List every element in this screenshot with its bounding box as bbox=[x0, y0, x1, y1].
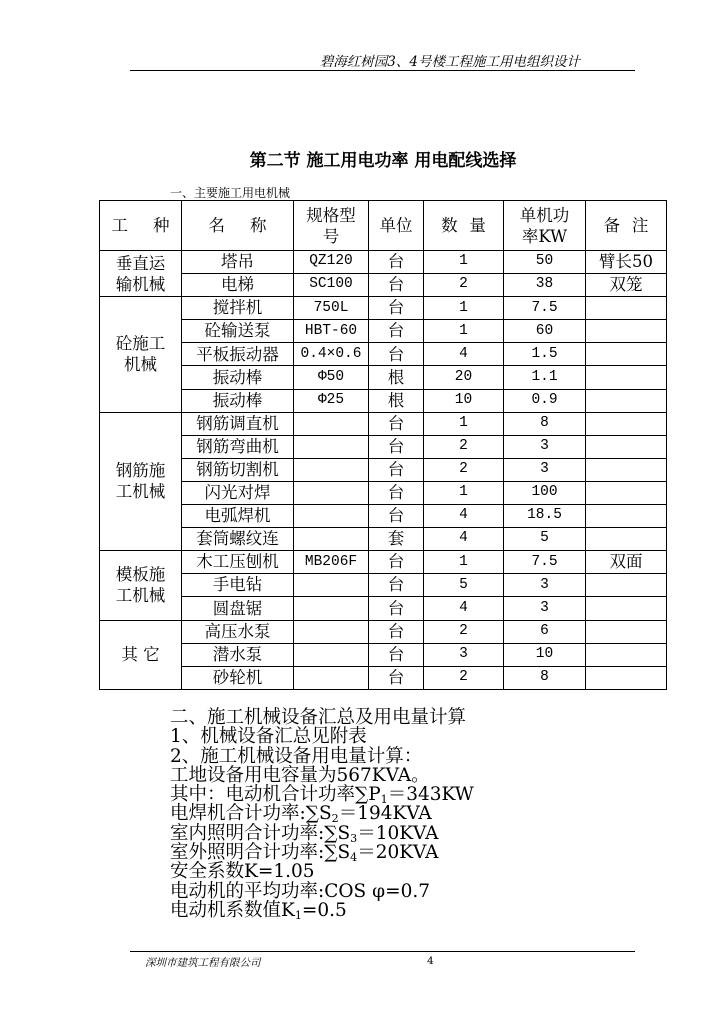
equipment-category-label: 砼施工机械 bbox=[115, 334, 166, 375]
calc-motor-text: 其中：电动机合计功率∑P bbox=[170, 784, 381, 806]
table-row bbox=[100, 320, 667, 343]
col-header-type bbox=[100, 201, 182, 251]
cell-spec bbox=[294, 412, 369, 435]
cell-spec: QZ120 bbox=[294, 251, 369, 274]
table-body bbox=[100, 251, 667, 690]
calc-indoor-lighting bbox=[170, 824, 650, 843]
cell-power: 8 bbox=[504, 412, 586, 435]
cell-unit: 台 bbox=[369, 343, 424, 366]
calc-outdoor-subscript: 4 bbox=[350, 850, 358, 864]
cell-remark bbox=[586, 481, 667, 504]
cell-remark bbox=[586, 297, 667, 320]
calc-indoor-text: 室内照明合计功率:∑S bbox=[170, 822, 351, 844]
cell-unit: 根 bbox=[369, 389, 424, 412]
col-header-name bbox=[182, 201, 294, 251]
equipment-category-label: 垂直运输机械 bbox=[115, 253, 166, 294]
cell-power: 60 bbox=[504, 320, 586, 343]
equipment-category-label: 其 它 bbox=[121, 645, 160, 665]
col-header-spec-label: 规格型号 bbox=[306, 205, 356, 246]
table-row bbox=[100, 620, 667, 643]
cell-name: 木工压刨机 bbox=[182, 551, 294, 574]
cell-qty: 2 bbox=[424, 274, 504, 297]
cell-unit: 台 bbox=[369, 274, 424, 297]
cell-spec: SC100 bbox=[294, 274, 369, 297]
table-row bbox=[100, 389, 667, 412]
cell-unit: 台 bbox=[369, 597, 424, 620]
cell-qty: 4 bbox=[424, 597, 504, 620]
col-header-remark bbox=[586, 201, 667, 251]
cell-power: 5 bbox=[504, 528, 586, 551]
cell-spec: 750L bbox=[294, 297, 369, 320]
equipment-category bbox=[100, 620, 182, 689]
table-row bbox=[100, 274, 667, 297]
cell-remark bbox=[586, 620, 667, 643]
cell-unit: 台 bbox=[369, 320, 424, 343]
cell-name: 振动棒 bbox=[182, 366, 294, 389]
col-header-power bbox=[504, 201, 586, 251]
cell-spec bbox=[294, 528, 369, 551]
calc-k1-text: 电动机系数值K bbox=[170, 899, 295, 921]
calc-outdoor-text: 室外照明合计功率:∑S bbox=[170, 842, 351, 864]
cell-power: 50 bbox=[504, 251, 586, 274]
cell-spec: HBT-60 bbox=[294, 320, 369, 343]
calc-outdoor-lighting bbox=[170, 843, 650, 862]
table-row bbox=[100, 297, 667, 320]
cell-spec: MB206F bbox=[294, 551, 369, 574]
cell-name: 手电钻 bbox=[182, 574, 294, 597]
cell-qty: 4 bbox=[424, 505, 504, 528]
cell-qty: 1 bbox=[424, 412, 504, 435]
cell-qty: 4 bbox=[424, 528, 504, 551]
cell-remark bbox=[586, 666, 667, 689]
calc-motor-subscript: 1 bbox=[380, 792, 388, 806]
col-header-power-label: 单机功率KW bbox=[519, 205, 570, 246]
cell-qty: 1 bbox=[424, 551, 504, 574]
calc-power-factor: 电动机的平均功率:COS φ=0.7 bbox=[170, 880, 430, 902]
cell-name: 搅拌机 bbox=[182, 297, 294, 320]
cell-spec bbox=[294, 597, 369, 620]
cell-remark bbox=[586, 458, 667, 481]
col-header-remark-label: 备 注 bbox=[603, 215, 649, 235]
calc-motor-value: ＝343KW bbox=[387, 784, 474, 806]
cell-spec bbox=[294, 435, 369, 458]
header-divider bbox=[130, 70, 635, 71]
cell-power: 0.9 bbox=[504, 389, 586, 412]
equipment-category bbox=[100, 251, 182, 297]
table-row bbox=[100, 643, 667, 666]
table-row bbox=[100, 481, 667, 504]
cell-unit: 台 bbox=[369, 481, 424, 504]
cell-spec bbox=[294, 666, 369, 689]
cell-qty: 20 bbox=[424, 366, 504, 389]
cell-remark bbox=[586, 435, 667, 458]
cell-spec bbox=[294, 643, 369, 666]
cell-qty: 2 bbox=[424, 458, 504, 481]
cell-unit: 台 bbox=[369, 551, 424, 574]
cell-spec: 0.4×0.6 bbox=[294, 343, 369, 366]
cell-spec: Φ25 bbox=[294, 389, 369, 412]
cell-spec: Φ50 bbox=[294, 366, 369, 389]
calc-welder-value: ＝194KVA bbox=[338, 803, 432, 825]
table-row bbox=[100, 574, 667, 597]
col-header-name-label: 名 称 bbox=[208, 215, 267, 235]
equipment-category bbox=[100, 551, 182, 620]
cell-qty: 1 bbox=[424, 481, 504, 504]
cell-name: 电弧焊机 bbox=[182, 505, 294, 528]
cell-spec bbox=[294, 620, 369, 643]
cell-unit: 根 bbox=[369, 366, 424, 389]
section-subtitle: 一、主要施工用电机械 bbox=[170, 186, 291, 200]
cell-remark bbox=[586, 412, 667, 435]
cell-power: 100 bbox=[504, 481, 586, 504]
cell-power: 7.5 bbox=[504, 551, 586, 574]
cell-remark bbox=[586, 574, 667, 597]
page-number: 4 bbox=[427, 955, 434, 967]
cell-power: 3 bbox=[504, 458, 586, 481]
calc-motor-power bbox=[170, 785, 650, 804]
calc-capacity: 工地设备用电容量为567KVA。 bbox=[170, 764, 430, 786]
table-row bbox=[100, 435, 667, 458]
calc-heading: 二、施工机械设备汇总及用电量计算 bbox=[170, 707, 467, 728]
cell-unit: 台 bbox=[369, 574, 424, 597]
cell-remark bbox=[586, 320, 667, 343]
cell-spec bbox=[294, 481, 369, 504]
table-row bbox=[100, 551, 667, 574]
table-row bbox=[100, 412, 667, 435]
calc-welder-power bbox=[170, 803, 650, 826]
cell-name: 钢筋弯曲机 bbox=[182, 435, 294, 458]
cell-remark: 双面 bbox=[586, 551, 667, 574]
cell-power: 3 bbox=[504, 574, 586, 597]
cell-qty: 2 bbox=[424, 666, 504, 689]
cell-unit: 台 bbox=[369, 643, 424, 666]
cell-name: 砂轮机 bbox=[182, 666, 294, 689]
equipment-table bbox=[99, 200, 667, 690]
cell-power: 3 bbox=[504, 435, 586, 458]
col-header-qty-label: 数 量 bbox=[441, 215, 486, 235]
calc-outdoor-value: ＝20KVA bbox=[357, 842, 439, 864]
cell-power: 10 bbox=[504, 643, 586, 666]
cell-spec bbox=[294, 505, 369, 528]
calc-welder-text: 电焊机合计功率:∑S bbox=[170, 803, 332, 825]
col-header-spec bbox=[294, 201, 369, 251]
cell-name: 潜水泵 bbox=[182, 643, 294, 666]
cell-power: 1.1 bbox=[504, 366, 586, 389]
cell-qty: 5 bbox=[424, 574, 504, 597]
equipment-category-label: 钢筋施工机械 bbox=[115, 461, 166, 502]
col-header-unit-label: 单位 bbox=[379, 215, 413, 235]
cell-unit: 台 bbox=[369, 458, 424, 481]
section-title: 第二节 施工用电功率 用电配线选择 bbox=[249, 151, 517, 171]
cell-name: 钢筋切割机 bbox=[182, 458, 294, 481]
cell-power: 18.5 bbox=[504, 505, 586, 528]
equipment-category bbox=[100, 297, 182, 412]
cell-remark bbox=[586, 505, 667, 528]
cell-qty: 10 bbox=[424, 389, 504, 412]
cell-name: 钢筋调直机 bbox=[182, 412, 294, 435]
calc-indoor-value: ＝10KVA bbox=[357, 822, 439, 844]
calc-k1-value: =0.5 bbox=[301, 899, 347, 921]
cell-name: 套筒螺纹连 bbox=[182, 528, 294, 551]
table-row bbox=[100, 666, 667, 689]
cell-power: 1.5 bbox=[504, 343, 586, 366]
cell-power: 8 bbox=[504, 666, 586, 689]
col-header-unit bbox=[369, 201, 424, 251]
table-row bbox=[100, 343, 667, 366]
cell-name: 高压水泵 bbox=[182, 620, 294, 643]
table-row bbox=[100, 597, 667, 620]
cell-remark bbox=[586, 366, 667, 389]
cell-unit: 套 bbox=[369, 528, 424, 551]
cell-power: 38 bbox=[504, 274, 586, 297]
cell-qty: 1 bbox=[424, 320, 504, 343]
cell-qty: 4 bbox=[424, 343, 504, 366]
cell-remark bbox=[586, 528, 667, 551]
col-header-type-label: 工 种 bbox=[111, 215, 170, 235]
equipment-category bbox=[100, 412, 182, 551]
cell-remark bbox=[586, 343, 667, 366]
cell-name: 振动棒 bbox=[182, 389, 294, 412]
cell-unit: 台 bbox=[369, 666, 424, 689]
table-row bbox=[100, 251, 667, 274]
cell-name: 闪光对焊 bbox=[182, 481, 294, 504]
cell-unit: 台 bbox=[369, 620, 424, 643]
cell-remark bbox=[586, 597, 667, 620]
cell-qty: 1 bbox=[424, 297, 504, 320]
table-row bbox=[100, 366, 667, 389]
cell-unit: 台 bbox=[369, 251, 424, 274]
cell-remark bbox=[586, 643, 667, 666]
table-row bbox=[100, 505, 667, 528]
col-header-qty bbox=[424, 201, 504, 251]
cell-spec bbox=[294, 574, 369, 597]
calc-indoor-subscript: 3 bbox=[350, 831, 358, 845]
equipment-category-label: 模板施工机械 bbox=[115, 565, 166, 606]
calc-safety-factor: 安全系数K=1.05 bbox=[170, 861, 315, 883]
calc-item-1: 1、机械设备汇总见附表 bbox=[170, 726, 367, 748]
cell-qty: 3 bbox=[424, 643, 504, 666]
cell-name: 圆盘锯 bbox=[182, 597, 294, 620]
running-header-title: 碧海红树园3、4号楼工程施工用电组织设计 bbox=[319, 54, 580, 70]
footer-divider bbox=[130, 951, 635, 952]
cell-remark bbox=[586, 389, 667, 412]
cell-name: 平板振动器 bbox=[182, 343, 294, 366]
cell-name: 电梯 bbox=[182, 274, 294, 297]
cell-power: 6 bbox=[504, 620, 586, 643]
calc-welder-subscript: 2 bbox=[331, 812, 339, 826]
calc-motor-coefficient bbox=[170, 901, 650, 920]
calc-k1-subscript: 1 bbox=[294, 908, 302, 922]
footer-company: 深圳市建筑工程有限公司 bbox=[145, 957, 261, 969]
table-row bbox=[100, 528, 667, 551]
cell-unit: 台 bbox=[369, 505, 424, 528]
calc-item-2: 2、施工机械设备用电量计算： bbox=[170, 745, 423, 767]
cell-remark: 双笼 bbox=[586, 274, 667, 297]
cell-unit: 台 bbox=[369, 297, 424, 320]
cell-unit: 台 bbox=[369, 412, 424, 435]
cell-name: 塔吊 bbox=[182, 251, 294, 274]
cell-qty: 2 bbox=[424, 620, 504, 643]
cell-spec bbox=[294, 458, 369, 481]
cell-qty: 1 bbox=[424, 251, 504, 274]
cell-qty: 2 bbox=[424, 435, 504, 458]
cell-power: 3 bbox=[504, 597, 586, 620]
cell-power: 7.5 bbox=[504, 297, 586, 320]
table-header-row bbox=[100, 201, 667, 251]
table-row bbox=[100, 458, 667, 481]
cell-unit: 台 bbox=[369, 435, 424, 458]
cell-name: 砼输送泵 bbox=[182, 320, 294, 343]
power-calculation-section bbox=[170, 708, 650, 920]
cell-remark: 臂长50 bbox=[586, 251, 667, 274]
